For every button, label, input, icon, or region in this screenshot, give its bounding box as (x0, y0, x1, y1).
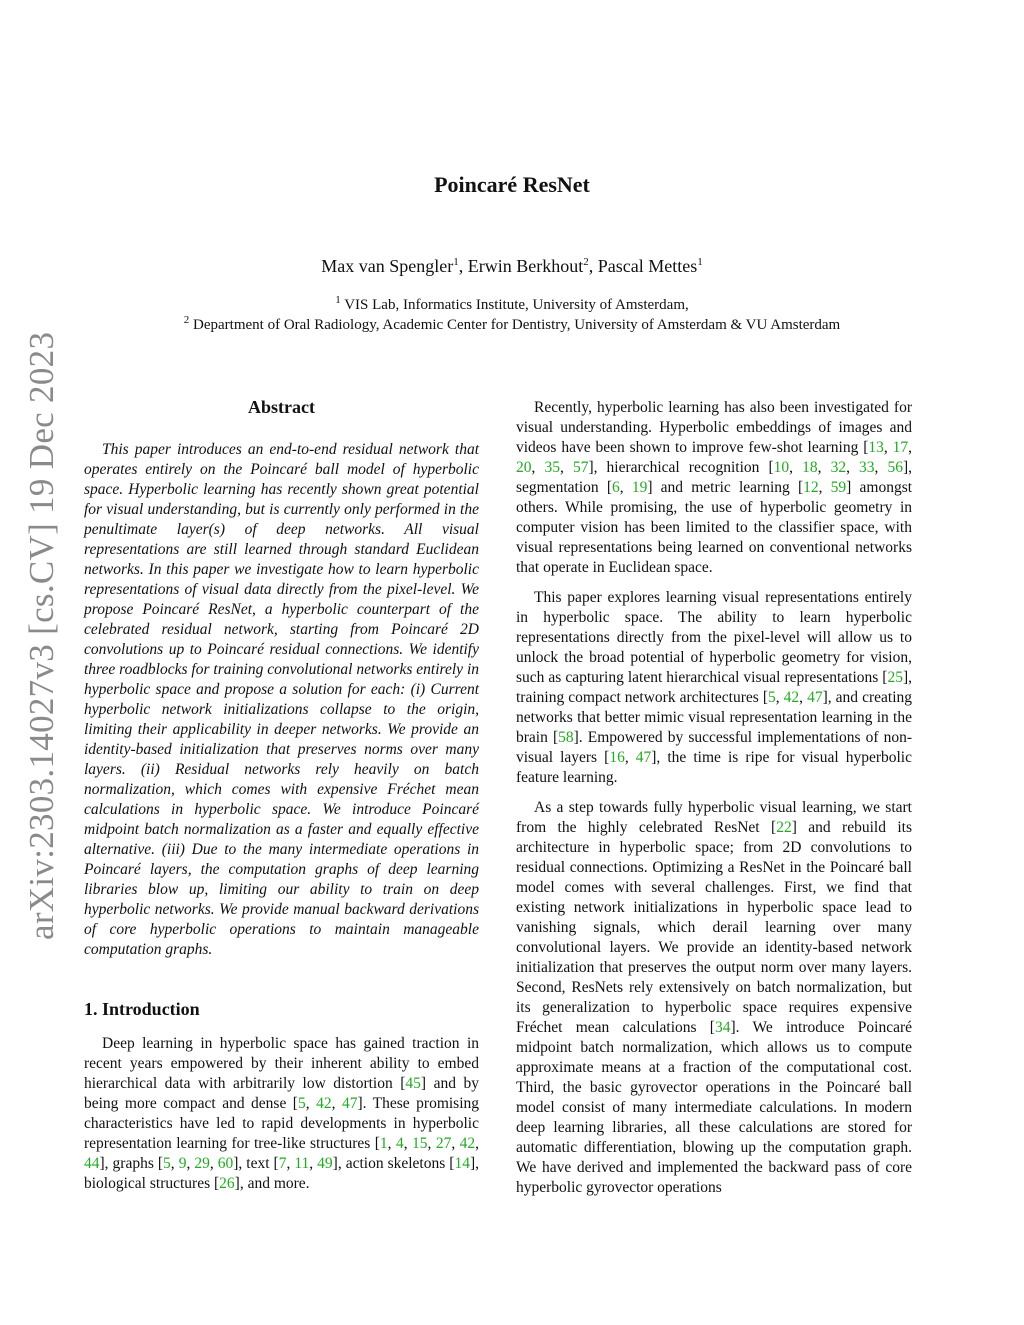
text-run: , (427, 1135, 436, 1152)
text-run: , (451, 1135, 460, 1152)
citation-link[interactable]: 47 (635, 749, 652, 766)
text-run: ], segmentation [ (516, 459, 913, 496)
affiliation-2 (0, 314, 1024, 334)
text-run: ]. These promising characteristics have led to rapid developments in hyperbolic representation learning for tree-like structures [ (84, 1095, 480, 1152)
citation-link[interactable]: 4 (395, 1135, 404, 1152)
author-affiliation-mark: 2 (583, 256, 589, 268)
citation-link[interactable]: 45 (405, 1075, 421, 1092)
arxiv-identifier: arXiv:2303.14027v3 [cs.CV] 19 Dec 2023 (22, 331, 61, 940)
text-run: ], hierarchical recognition [ (588, 459, 774, 476)
citation-link[interactable]: 16 (609, 749, 625, 766)
citation-link[interactable]: 49 (317, 1155, 333, 1172)
text-run: ], and more. (234, 1175, 310, 1192)
text-run: , (387, 1135, 396, 1152)
author-affiliation-mark: 1 (453, 256, 459, 268)
text-run: , (775, 689, 784, 706)
citation-link[interactable]: 26 (219, 1175, 235, 1192)
text-run: , (559, 459, 573, 476)
citation-link[interactable]: 7 (278, 1155, 287, 1172)
text-run: , (209, 1155, 218, 1172)
right-column-body (516, 398, 912, 1198)
text-run: ], action skeletons [ (332, 1155, 455, 1172)
text-run: This paper explores learning visual representations entirely in hyperbolic space. The ability to learn hyperbolic representations directly from the pixel-level will allow us to unlock the broad potential of hyperbolic geometry for vision, such as capturing latent hierarchical visual representations [ (516, 589, 912, 686)
citation-link[interactable]: 5 (768, 689, 776, 706)
paper-title: Poincaré ResNet (434, 172, 590, 197)
citation-link[interactable]: 5 (297, 1095, 306, 1112)
text-run: , (331, 1095, 342, 1112)
citation-link[interactable]: 22 (776, 819, 792, 836)
author-list (0, 256, 1024, 277)
affiliation-number: 2 (183, 314, 190, 326)
citation-link[interactable]: 59 (830, 479, 847, 496)
citation-link[interactable]: 15 (412, 1135, 428, 1152)
text-run: ], biological structures [ (84, 1155, 479, 1192)
text-run: ] and metric learning [ (647, 479, 804, 496)
affiliation-number: 1 (335, 294, 341, 306)
text-run: , (186, 1155, 195, 1172)
citation-link[interactable]: 34 (714, 1019, 731, 1036)
text-run: , (170, 1155, 179, 1172)
citation-link[interactable]: 42 (459, 1135, 476, 1152)
author-name: Erwin Berkhout (467, 256, 584, 276)
affiliation-text: Department of Oral Radiology, Academic Center for Dentistry, University of Amsterdam & VU Amsterdam (189, 317, 841, 333)
text-run: , (817, 459, 831, 476)
introduction-heading: 1. Introduction (84, 999, 200, 1019)
citation-link[interactable]: 25 (887, 669, 903, 686)
citation-link[interactable]: 47 (807, 689, 823, 706)
text-run: , (619, 479, 632, 496)
text-run: , (883, 439, 893, 456)
author-separator: , (588, 256, 598, 276)
text-run: , (818, 479, 831, 496)
text-run: ], training compact network architectures [ (516, 669, 912, 706)
citation-link[interactable]: 20 (516, 459, 532, 476)
text-run: ] and rebuild its architecture in hyperbolic space; from 2D convolutions to residual connections. Optimizing a ResNet in the Poincaré ball model comes with several challenges. First, we find that existing network initializations in hyperbolic space lead to vanishing signals, which derail learning over many convolutional layers. We provide an identity-based network initialization that preserves the output norm over many layers. Second, ResNets rely extensively on batch normalization, but its generalization to hyperbolic space requires expensive Fréchet mean calculations [ (516, 819, 912, 1036)
abstract-heading: Abstract (248, 397, 315, 417)
author-name: Max van Spengler (321, 256, 454, 276)
text-run: , (286, 1155, 295, 1172)
author-name: Pascal Mettes (597, 256, 698, 276)
citation-link[interactable]: 44 (84, 1155, 100, 1172)
introduction-body (84, 1034, 479, 1194)
citation-link[interactable]: 14 (454, 1155, 470, 1172)
text-run: ], graphs [ (99, 1155, 164, 1172)
body-paragraph (516, 798, 912, 1198)
introduction-paragraph (84, 1034, 479, 1194)
abstract-body (84, 440, 479, 960)
affiliation-1 (0, 294, 1024, 314)
text-run: , (309, 1155, 318, 1172)
text-run: , (475, 1135, 480, 1152)
text-run: ] amongst others. While promising, the use of hyperbolic geometry in computer vision has been limited to the classifier space, with visual representations being learned on conventional networks that operate in Euclidean space. (516, 479, 913, 576)
citation-link[interactable]: 32 (830, 459, 847, 476)
text-run: As a step towards fully hyperbolic visual learning, we start from the highly celebrated ResNet [ (516, 799, 912, 836)
text-run: , (403, 1135, 413, 1152)
text-run: , (874, 459, 888, 476)
citation-link[interactable]: 10 (773, 459, 790, 476)
author-separator: , (458, 256, 468, 276)
text-run: ]. Empowered by successful implementations of non-visual layers [ (516, 729, 912, 766)
text-run: , (531, 459, 545, 476)
citation-link[interactable]: 47 (341, 1095, 358, 1112)
text-run: ] and by being more compact and dense [ (84, 1075, 479, 1112)
citation-link[interactable]: 12 (803, 479, 819, 496)
citation-link[interactable]: 29 (194, 1155, 210, 1172)
citation-link[interactable]: 27 (435, 1135, 452, 1152)
text-run: ]. We introduce Poincaré midpoint batch normalization, which allows us to compute approximate means at a fraction of the computational cost. Third, the basic gyrovector operations in the Poincaré ball model consist of many intermediate calculations. In modern deep learning libraries, all these calculations are stored for automatic differentiation, blowing up the computation graph. We have derived and implemented the backward pass of core hyperbolic gyrovector operations (516, 1019, 912, 1196)
citation-link[interactable]: 1 (379, 1135, 388, 1152)
citation-link[interactable]: 56 (887, 459, 903, 476)
citation-link[interactable]: 42 (783, 689, 800, 706)
text-run: , (908, 439, 913, 456)
text-run: Recently, hyperbolic learning has also been investigated for visual understanding. Hyperbolic embeddings of images and videos have been shown to improve few-shot learning [ (516, 399, 912, 456)
citation-link[interactable]: 19 (631, 479, 648, 496)
citation-link[interactable]: 42 (316, 1095, 332, 1112)
text-run: , (305, 1095, 317, 1112)
body-paragraph (516, 398, 912, 578)
citation-link[interactable]: 11 (294, 1155, 310, 1172)
abstract-paragraph: This paper introduces an end-to-end residual network that operates entirely on the Poincaré ball model of hyperbolic space. Hyperbolic learning has recently shown great potential for visual understanding, but is currently only performed in the penultimate layer(s) of deep networks. All visual representations are still learned through standard Euclidean networks. In this paper we investigate how to learn hyperbolic representations of visual data directly from the pixel-level. We propose Poincaré ResNet, a hyperbolic counterpart of the celebrated residual network, starting from Poincaré 2D convolutions up to Poincaré residual connections. We identify three roadblocks for training convolutional networks entirely in hyperbolic space and propose a solution for each: (i) Current hyperbolic network initializations collapse to the origin, limiting their applicability in deeper networks. We provide an identity-based initialization that preserves norms over many layers. (ii) Residual networks rely heavily on batch normalization, which comes with expensive Fréchet mean calculations in hyperbolic space. We introduce Poincaré midpoint batch normalization as a faster and equally effective alternative. (iii) Due to the many intermediate operations in Poincaré layers, the computation graphs of deep learning libraries blow up, limiting our ability to train on deep hyperbolic networks. We provide manual backward derivations of core hyperbolic operations to maintain manageable computation graphs. (84, 441, 479, 958)
citation-link[interactable]: 60 (217, 1155, 234, 1172)
text-run: ], the time is ripe for visual hyperbolic feature learning. (516, 749, 912, 786)
text-run: , (789, 459, 803, 476)
text-run: ], text [ (233, 1155, 279, 1172)
citation-link[interactable]: 17 (892, 439, 909, 456)
citation-link[interactable]: 35 (544, 459, 560, 476)
body-paragraph (516, 588, 912, 788)
author-affiliation-mark: 1 (697, 256, 703, 268)
citation-link[interactable]: 9 (178, 1155, 187, 1172)
affiliation-text: VIS Lab, Informatics Institute, University of Amsterdam, (340, 297, 689, 313)
text-run: , (624, 749, 636, 766)
text-run: ], and creating networks that better mimic visual representation learning in the brain [ (516, 689, 913, 746)
citation-link[interactable]: 33 (859, 459, 875, 476)
citation-link[interactable]: 57 (572, 459, 589, 476)
citation-link[interactable]: 18 (802, 459, 818, 476)
citation-link[interactable]: 5 (163, 1155, 171, 1172)
citation-link[interactable]: 6 (612, 479, 620, 496)
text-run: Deep learning in hyperbolic space has gained traction in recent years empowered by their inherent ability to embed hierarchical data with arbitrarily low distortion [ (84, 1035, 479, 1092)
text-run: , (799, 689, 808, 706)
text-run: , (846, 459, 860, 476)
citation-link[interactable]: 58 (558, 729, 574, 746)
citation-link[interactable]: 13 (868, 439, 884, 456)
